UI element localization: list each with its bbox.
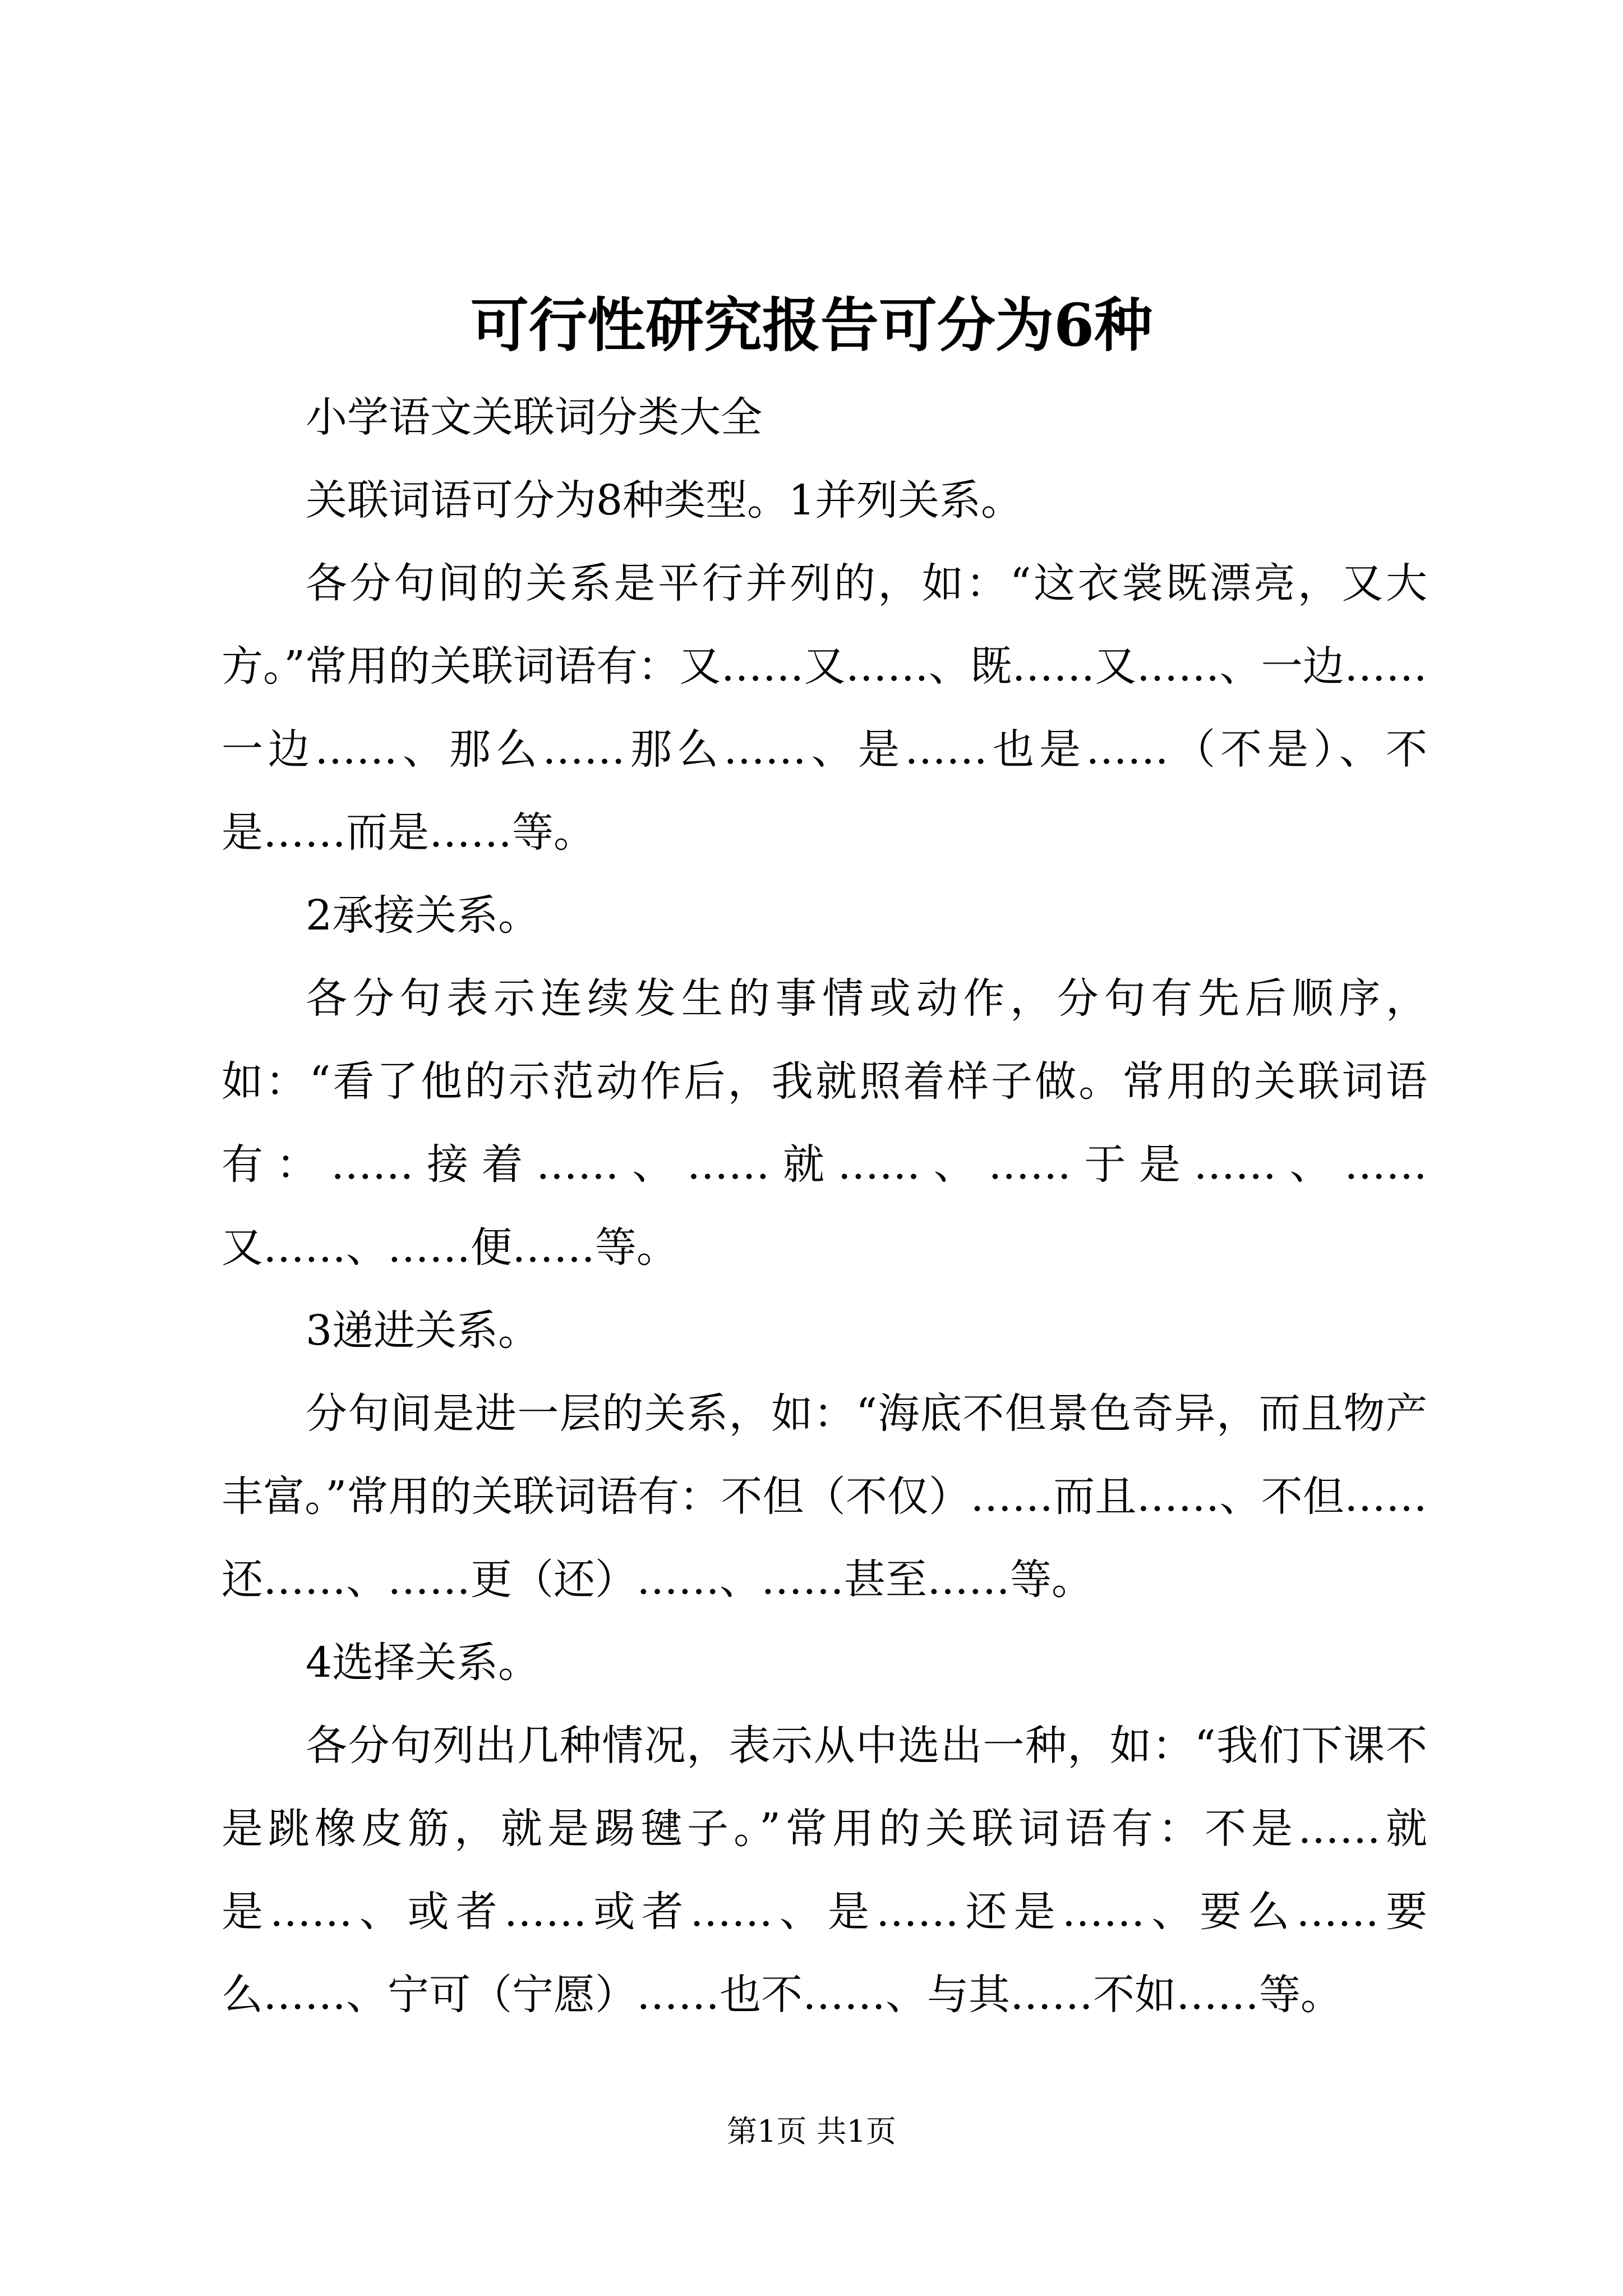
paragraph-choice-desc: 各分句列出几种情况，表示从中选出一种，如：“我们下课不是跳橡皮筋，就是踢毽子。”常用的关联词语有：不是……就是……、或者……或者……、是……还是……、要么……要么……、宁可（宁愿）……也不……、与其……不如……等。 (222, 1722, 1427, 2019)
page-footer: 第1页 共1页 (727, 2114, 896, 2149)
paragraph-sequential-desc: 各分句表示连续发生的事情或动作，分句有先后顺序，如：“看了他的示范动作后，我就照着样子做。常用的关联词语有：……接着……、……就……、……于是……、……又……、……便……等。 (222, 974, 1427, 1272)
document-body (222, 376, 1427, 2036)
document-title: 可行性研究报告可分为6种 (470, 291, 1153, 360)
heading-progressive: 3递进关系。 (306, 1306, 540, 1355)
heading-choice: 4选择关系。 (306, 1639, 540, 1687)
paragraph-progressive-desc: 分句间是进一层的关系，如：“海底不但景色奇异，而且物产丰富。”常用的关联词语有：不但（不仅）……而且……、不但……还……、……更（还）……、……甚至……等。 (222, 1389, 1427, 1604)
paragraph-parallel-desc: 各分句间的关系是平行并列的，如：“这衣裳既漂亮，又大方。”常用的关联词语有：又……又……、既……又……、一边……一边……、那么……那么……、是……也是……（不是）、不是……而是……等。 (222, 559, 1427, 857)
paragraph-intro: 关联词语可分为8种类型。1并列关系。 (306, 476, 1023, 524)
paragraph-subtitle: 小学语文关联词分类大全 (306, 393, 762, 441)
heading-sequential: 2承接关系。 (306, 891, 540, 940)
